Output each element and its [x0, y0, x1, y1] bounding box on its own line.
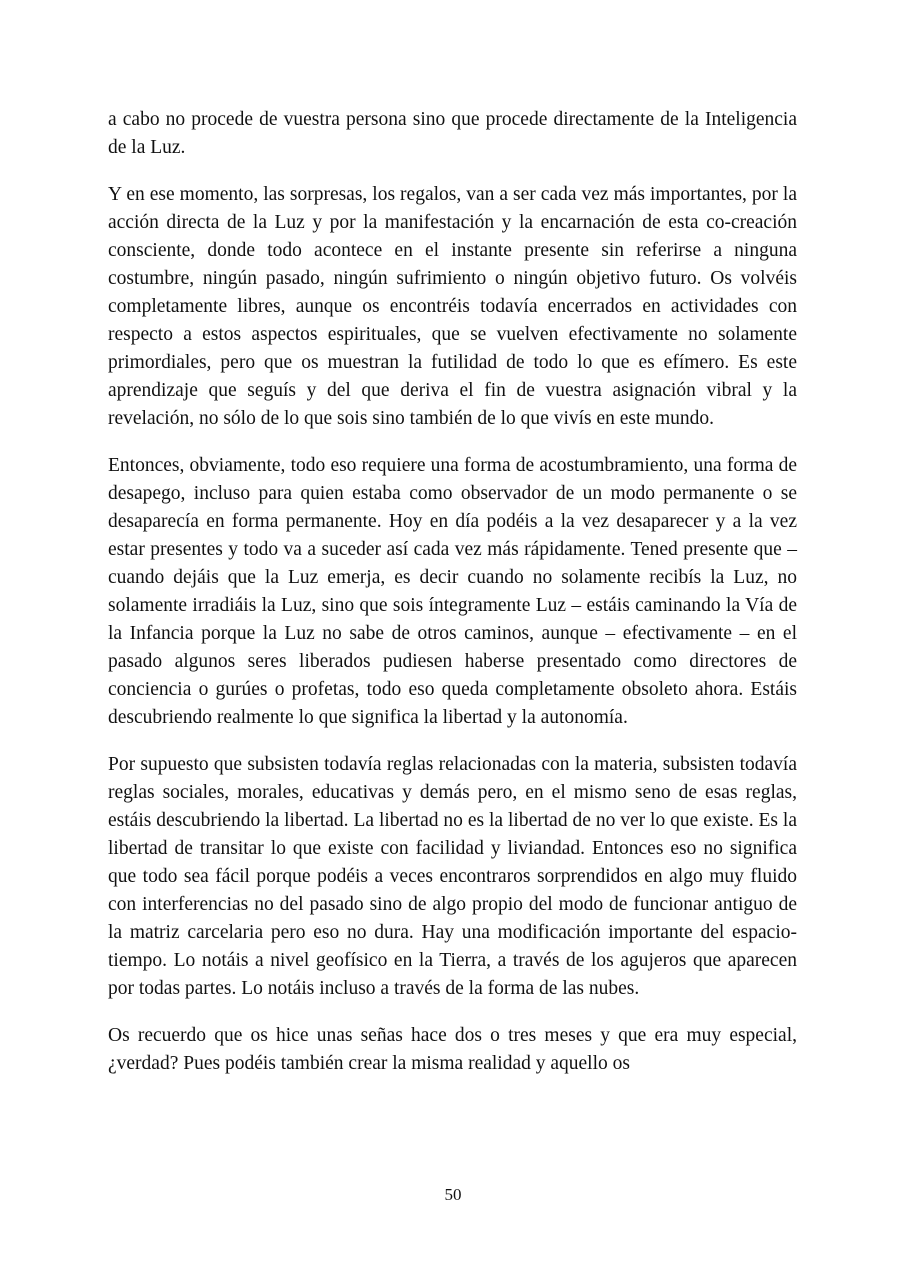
- paragraph-2: Y en ese momento, las sorpresas, los regalos, van a ser cada vez más importantes, por la acción directa de la Luz y por la manifestación y la encarnación de esta co-creación consciente, donde todo acontece en el instante presente sin referirse a ninguna costumbre, ningún pasado, ningún sufrimiento o ningún objetivo futuro. Os volvéis completamente libres, aunque os encontréis todavía encerrados en actividades con respecto a estos aspectos espirituales, que se vuelven efectivamente no solamente primordiales, pero que os muestran la futilidad de todo lo que es efímero. Es este aprendizaje que seguís y del que deriva el fin de vuestra asignación vibral y la revelación, no sólo de lo que sois sino también de lo que vivís en este mundo.: [108, 184, 797, 429]
- body-text: [108, 106, 797, 1097]
- paragraph-1: a cabo no procede de vuestra persona sino que procede directamente de la Inteligencia de la Luz.: [108, 109, 797, 158]
- paragraph-5: Os recuerdo que os hice unas señas hace dos o tres meses y que era muy especial, ¿verdad? Pues podéis también crear la misma realidad y aquello os: [108, 1025, 797, 1074]
- paragraph-3: Entonces, obviamente, todo eso requiere una forma de acostumbramiento, una forma de desapego, incluso para quien estaba como observador de un modo permanente o se desaparecía en forma permanente. Hoy en día podéis a la vez desaparecer y a la vez estar presentes y todo va a suceder así cada vez más rápidamente. Tened presente que – cuando dejáis que la Luz emerja, es decir cuando no solamente recibís la Luz, no solamente irradiáis la Luz, sino que sois íntegramente Luz – estáis caminando la Vía de la Infancia porque la Luz no sabe de otros caminos, aunque – efectivamente – en el pasado algunos seres liberados pudiesen haberse presentado como directores de conciencia o gurúes o profetas, todo eso queda completamente obsoleto ahora. Estáis descubriendo realmente lo que significa la libertad y la autonomía.: [108, 455, 797, 728]
- page-number: 50: [444, 1185, 462, 1204]
- paragraph-4: Por supuesto que subsisten todavía reglas relacionadas con la materia, subsisten todavía reglas sociales, morales, educativas y demás pero, en el mismo seno de esas reglas, estáis descubriendo la libertad. La libertad no es la libertad de no ver lo que existe. Es la libertad de transitar lo que existe con facilidad y liviandad. Entonces eso no significa que todo sea fácil porque podéis a veces encontraros sorprendidos en algo muy fluido con interferencias no del pasado sino de algo propio del modo de funcionar antiguo de la matriz carcelaria pero eso no dura. Hay una modificación importante del espacio-tiempo. Lo notáis a nivel geofísico en la Tierra, a través de los agujeros que aparecen por todas partes. Lo notáis incluso a través de la forma de las nubes.: [108, 754, 797, 999]
